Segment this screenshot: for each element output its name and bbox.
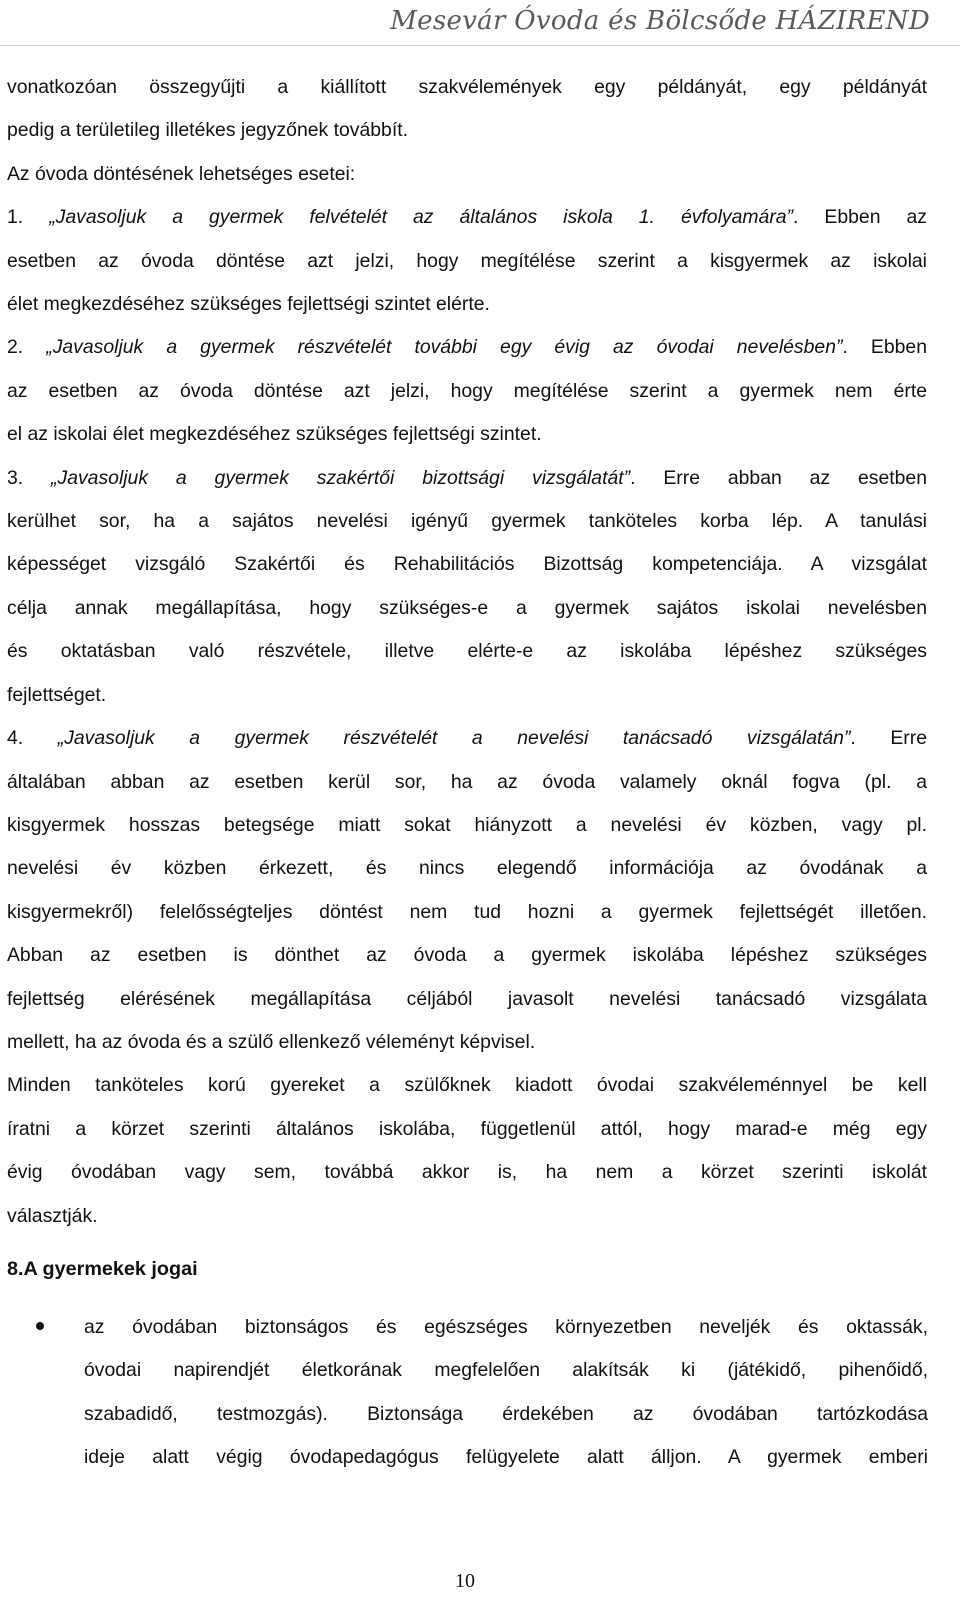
text-line: Minden tanköteles korú gyereket a szülőknek kiadott óvodai szakvéleménnyel be kell [7, 1074, 927, 1097]
option-title: „Javasoljuk a gyermek részvételét a nevelési tanácsadó vizsgálatán” [57, 727, 851, 750]
bullet-text [84, 1306, 928, 1480]
text-line: célja annak megállapítása, hogy szükséges-e a gyermek sajátos iskolai nevelésben [7, 596, 927, 619]
option-1-line [7, 196, 927, 239]
text-line: Az óvoda döntésének lehetséges esetei: [7, 162, 356, 185]
bullet-icon [36, 1322, 44, 1330]
option-4-line [7, 717, 927, 760]
document-body [7, 66, 927, 1238]
text-line: nevelési év közben érkezett, és nincs elegendő információja az óvodának a [7, 857, 927, 880]
text-line: szabadidő, testmozgás). Biztonsága érdekében az óvodában tartózkodása [84, 1402, 928, 1425]
page-number: 10 [455, 1570, 475, 1592]
text-line: fejlettséget. [7, 683, 107, 706]
option-text: . Ebben az [793, 206, 927, 229]
option-number: 1. [7, 206, 50, 229]
text-line: és oktatásban való részvétele, illetve elérte-e az iskolába lépéshez szükséges [7, 640, 927, 663]
text-line: az esetben az óvoda döntése azt jelzi, hogy megítélése szerint a gyermek nem érte [7, 379, 927, 402]
text-line: íratni a körzet szerinti általános iskolába, függetlenül attól, hogy marad-e még egy [7, 1117, 927, 1140]
text-line: el az iskolai élet megkezdéséhez szükséges fejlettségi szintet. [7, 423, 542, 446]
text-line: Abban az esetben is dönthet az óvoda a gyermek iskolába lépéshez szükséges [7, 944, 927, 967]
page-header-title: Mesevár Óvoda és Bölcsőde HÁZIREND [390, 6, 930, 36]
text-line: kisgyermekről) felelősségteljes döntést nem tud hozni a gyermek fejlettségét illetően. [7, 900, 927, 923]
option-number: 3. [7, 466, 52, 489]
text-line: általában abban az esetben kerül sor, ha az óvoda valamely oknál fogva (pl. a [7, 770, 927, 793]
option-text: . Erre abban az esetben [630, 466, 927, 489]
option-number: 4. [7, 727, 58, 750]
text-line: kerülhet sor, ha a sajátos nevelési igényű gyermek tanköteles korba lép. A tanulási [7, 510, 927, 533]
text-line: óvodai napirendjét életkorának megfelelően alakítsák ki (játékidő, pihenőidő, [84, 1359, 928, 1382]
option-text: . Erre [850, 727, 927, 750]
text-line: mellett, ha az óvoda és a szülő ellenkező véleményt képvisel. [7, 1030, 536, 1053]
header-divider [0, 45, 960, 46]
text-line: pedig a területileg illetékes jegyzőnek továbbít. [7, 119, 408, 142]
option-number: 2. [7, 336, 47, 359]
text-line: választják. [7, 1204, 98, 1227]
option-3-line [7, 457, 927, 500]
text-line: esetben az óvoda döntése azt jelzi, hogy megítélése szerint a kisgyermek az iskolai [7, 249, 927, 272]
text-line: élet megkezdéséhez szükséges fejlettségi szintet elérte. [7, 293, 490, 316]
text-line: évig óvodában vagy sem, továbbá akkor is, ha nem a körzet szerinti iskolát [7, 1161, 927, 1184]
text-line: az óvodában biztonságos és egészséges környezetben neveljék és oktassák, [84, 1316, 928, 1338]
option-text: . Ebben [842, 336, 927, 359]
text-line: képességet vizsgáló Szakértői és Rehabilitációs Bizottság kompetenciája. A vizsgálat [7, 553, 927, 576]
text-line: ideje alatt végig óvodapedagógus felügyelete alatt álljon. A gyermek emberi [84, 1446, 928, 1469]
option-2-line [7, 326, 927, 369]
option-title: „Javasoljuk a gyermek szakértői bizottsági vizsgálatát” [51, 466, 631, 489]
option-title: „Javasoljuk a gyermek részvételét további egy évig az óvodai nevelésben” [46, 336, 843, 359]
option-title: „Javasoljuk a gyermek felvételét az általános iskola 1. évfolyamára” [49, 206, 794, 229]
bullet-list-item [36, 1306, 928, 1480]
text-line: vonatkozóan összegyűjti a kiállított szakvélemények egy példányát, egy példányát [7, 76, 927, 98]
text-line: fejlettség elérésének megállapítása céljából javasolt nevelési tanácsadó vizsgálata [7, 987, 927, 1010]
text-line: kisgyermek hosszas betegsége miatt sokat hiányzott a nevelési év közben, vagy pl. [7, 813, 927, 836]
section-heading: 8.A gyermekek jogai [7, 1258, 198, 1280]
